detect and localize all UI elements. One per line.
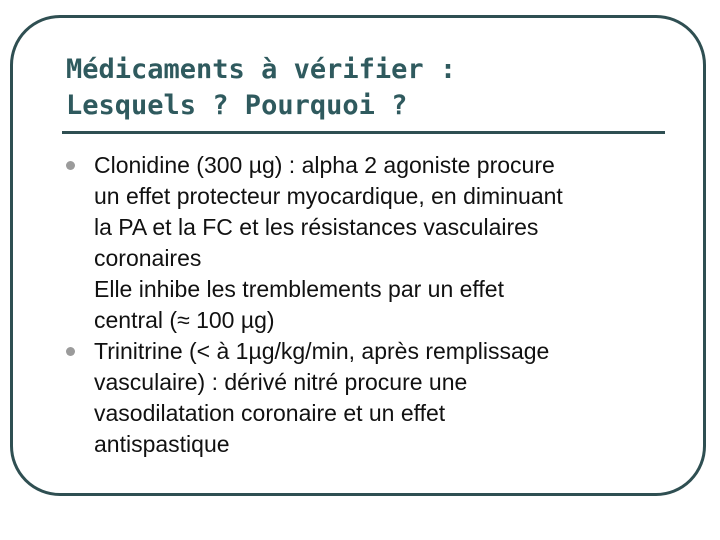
title-line-2: Lesquels ? Pourquoi ? (66, 90, 408, 121)
bullet-item-clonidine (66, 150, 666, 336)
bullet-text-line: antispastique (94, 431, 230, 457)
bullet-dot-icon (66, 161, 75, 170)
bullet-text-line: coronaires (94, 245, 202, 271)
bullet-text-line: vasodilatation coronaire et un effet (94, 400, 446, 426)
bullet-text-line: vasculaire) : dérivé nitré procure une (94, 369, 468, 395)
bullet-dot-icon (66, 347, 75, 356)
title-line-1: Médicaments à vérifier : (66, 54, 457, 85)
bullet-text-line: Trinitrine (< à 1µg/kg/min, après remplissage (94, 338, 550, 364)
title-divider (62, 131, 665, 134)
bullet-list (66, 150, 666, 460)
bullet-text-line: un effet protecteur myocardique, en diminuant (94, 183, 563, 209)
bullet-item-trinitrine (66, 336, 666, 460)
bullet-text-line: Elle inhibe les tremblements par un effet (94, 276, 504, 302)
bullet-text-line: central (≈ 100 µg) (94, 307, 275, 333)
slide-title (66, 52, 456, 124)
bullet-text-line: Clonidine (300 µg) : alpha 2 agoniste procure (94, 152, 555, 178)
bullet-text-line: la PA et la FC et les résistances vasculaires (94, 214, 539, 240)
